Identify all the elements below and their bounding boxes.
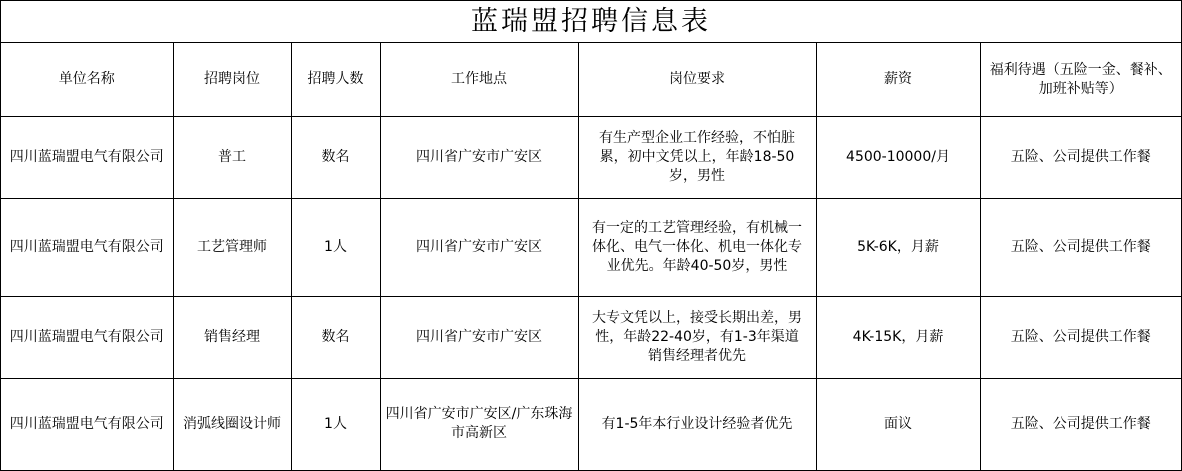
- cell-requirement: 有1-5年本行业设计经验者优先: [578, 378, 816, 470]
- cell-location: 四川省广安市广安区: [380, 199, 578, 296]
- cell-salary: 5K-6K，月薪: [816, 199, 980, 296]
- cell-location: 四川省广安市广安区: [380, 296, 578, 378]
- header-row: [1, 43, 1181, 117]
- sheet-title: 蓝瑞盟招聘信息表: [1, 1, 1181, 43]
- header-count: 招聘人数: [291, 43, 380, 117]
- header-company: 单位名称: [1, 43, 173, 117]
- cell-salary: 4K-15K，月薪: [816, 296, 980, 378]
- cell-location: 四川省广安市广安区/广东珠海市高新区: [380, 378, 578, 470]
- cell-requirement: 有一定的工艺管理经验，有机械一体化、电气一体化、机电一体化专业优先。年龄40-50岁，男性: [578, 199, 816, 296]
- table-row: [1, 296, 1181, 378]
- cell-position: 消弧线圈设计师: [173, 378, 291, 470]
- cell-requirement: 有生产型企业工作经验，不怕脏累，初中文凭以上，年龄18-50岁，男性: [578, 117, 816, 199]
- cell-count: 数名: [291, 296, 380, 378]
- cell-location: 四川省广安市广安区: [380, 117, 578, 199]
- cell-salary: 4500-10000/月: [816, 117, 980, 199]
- cell-benefits: 五险、公司提供工作餐: [980, 378, 1181, 470]
- cell-benefits: 五险、公司提供工作餐: [980, 296, 1181, 378]
- cell-count: 数名: [291, 117, 380, 199]
- cell-benefits: 五险、公司提供工作餐: [980, 199, 1181, 296]
- table-row: [1, 199, 1181, 296]
- cell-count: 1人: [291, 378, 380, 470]
- header-position: 招聘岗位: [173, 43, 291, 117]
- cell-company: 四川蓝瑞盟电气有限公司: [1, 199, 173, 296]
- header-benefits: 福利待遇（五险一金、餐补、加班补贴等）: [980, 43, 1181, 117]
- cell-company: 四川蓝瑞盟电气有限公司: [1, 296, 173, 378]
- cell-count: 1人: [291, 199, 380, 296]
- cell-position: 销售经理: [173, 296, 291, 378]
- cell-company: 四川蓝瑞盟电气有限公司: [1, 378, 173, 470]
- table-row: [1, 117, 1181, 199]
- table-row: [1, 378, 1181, 470]
- cell-position: 普工: [173, 117, 291, 199]
- recruitment-table: [1, 1, 1181, 470]
- cell-requirement: 大专文凭以上，接受长期出差，男性，年龄22-40岁，有1-3年渠道销售经理者优先: [578, 296, 816, 378]
- cell-benefits: 五险、公司提供工作餐: [980, 117, 1181, 199]
- cell-salary: 面议: [816, 378, 980, 470]
- header-requirement: 岗位要求: [578, 43, 816, 117]
- cell-company: 四川蓝瑞盟电气有限公司: [1, 117, 173, 199]
- header-salary: 薪资: [816, 43, 980, 117]
- cell-position: 工艺管理师: [173, 199, 291, 296]
- header-location: 工作地点: [380, 43, 578, 117]
